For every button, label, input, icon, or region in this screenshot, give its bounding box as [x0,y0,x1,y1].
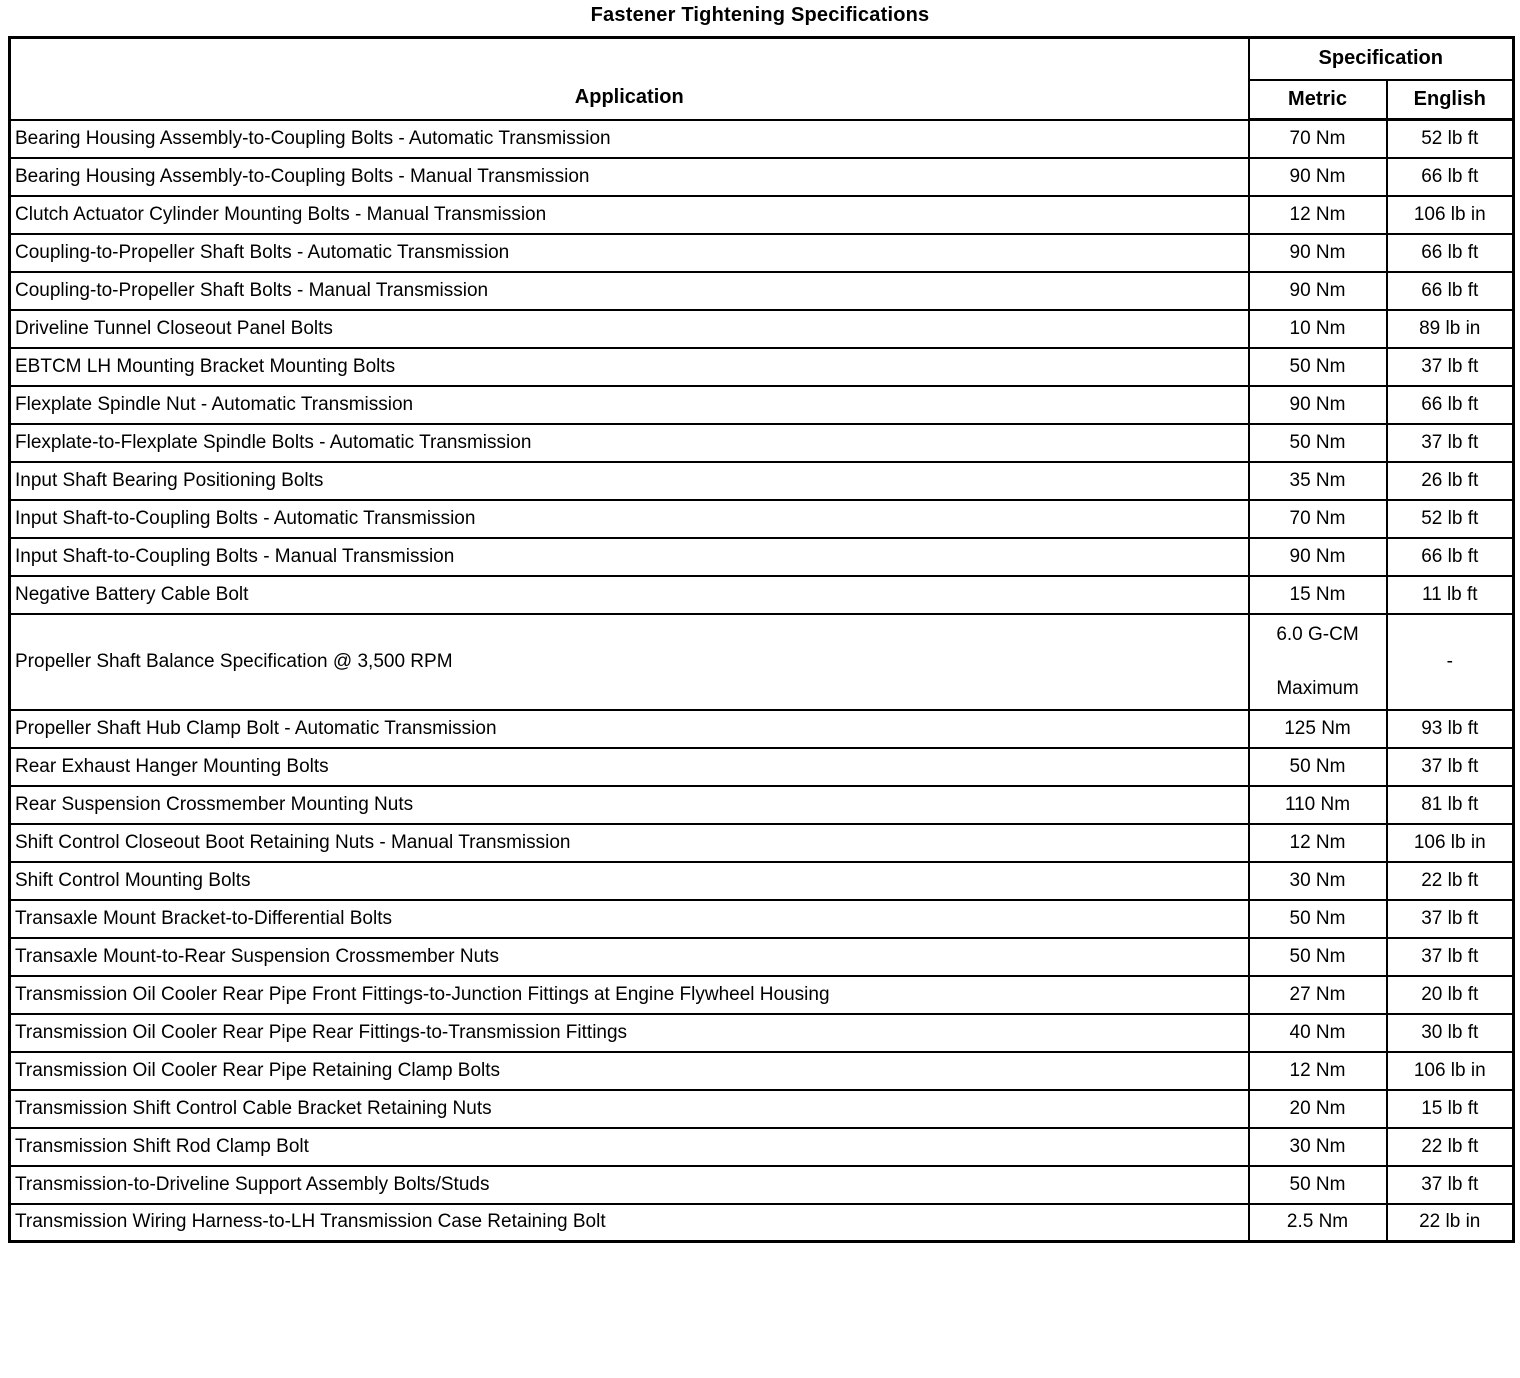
application-cell: Driveline Tunnel Closeout Panel Bolts [10,310,1249,348]
table-row [10,614,1514,710]
metric-value-cell: 20 Nm [1249,1090,1387,1128]
application-cell: Clutch Actuator Cylinder Mounting Bolts - Manual Transmission [10,196,1249,234]
table-row [10,1052,1514,1090]
metric-value-cell: 12 Nm [1249,196,1387,234]
english-value-cell: 37 lb ft [1387,938,1514,976]
english-value-cell: 37 lb ft [1387,1166,1514,1204]
application-cell: Transmission Oil Cooler Rear Pipe Rear Fittings-to-Transmission Fittings [10,1014,1249,1052]
metric-value-cell: 35 Nm [1249,462,1387,500]
application-cell: EBTCM LH Mounting Bracket Mounting Bolts [10,348,1249,386]
application-cell: Coupling-to-Propeller Shaft Bolts - Manual Transmission [10,272,1249,310]
application-cell: Transaxle Mount-to-Rear Suspension Crossmember Nuts [10,938,1249,976]
table-row [10,424,1514,462]
metric-value-cell: 90 Nm [1249,272,1387,310]
table-row [10,938,1514,976]
column-header-application: Application [10,38,1249,120]
metric-value-cell: 70 Nm [1249,500,1387,538]
table-row [10,348,1514,386]
column-header-metric: Metric [1249,80,1387,120]
specifications-table [8,36,1515,1243]
metric-value-cell: 12 Nm [1249,824,1387,862]
metric-value-cell: 40 Nm [1249,1014,1387,1052]
table-row [10,1128,1514,1166]
table-row [10,976,1514,1014]
application-cell: Propeller Shaft Balance Specification @ 3,500 RPM [10,614,1249,710]
application-cell: Bearing Housing Assembly-to-Coupling Bolts - Manual Transmission [10,158,1249,196]
english-value-cell: 37 lb ft [1387,348,1514,386]
metric-value-line1: 6.0 G-CM [1276,623,1359,645]
metric-value-cell: 30 Nm [1249,862,1387,900]
column-header-specification: Specification [1249,38,1514,80]
metric-value-cell: 27 Nm [1249,976,1387,1014]
metric-value-line2: Maximum [1276,677,1359,699]
table-row [10,158,1514,196]
header-row-1 [10,38,1514,80]
page-title: Fastener Tightening Specifications [590,4,930,26]
table-row [10,310,1514,348]
application-cell: Transaxle Mount Bracket-to-Differential Bolts [10,900,1249,938]
column-header-english: English [1387,80,1514,120]
metric-value-cell: 50 Nm [1249,938,1387,976]
application-cell: Flexplate Spindle Nut - Automatic Transmission [10,386,1249,424]
english-value-cell: 37 lb ft [1387,424,1514,462]
metric-value-cell: 2.5 Nm [1249,1204,1387,1242]
table-row [10,234,1514,272]
table-row [10,748,1514,786]
table-row [10,1014,1514,1052]
metric-value-cell: 15 Nm [1249,576,1387,614]
english-value-cell: 37 lb ft [1387,900,1514,938]
application-cell: Shift Control Mounting Bolts [10,862,1249,900]
table-row [10,272,1514,310]
application-cell: Input Shaft Bearing Positioning Bolts [10,462,1249,500]
metric-value-cell: 30 Nm [1249,1128,1387,1166]
table-row [10,538,1514,576]
english-value-cell: 22 lb ft [1387,1128,1514,1166]
english-value-cell: 66 lb ft [1387,158,1514,196]
application-cell: Coupling-to-Propeller Shaft Bolts - Automatic Transmission [10,234,1249,272]
application-cell: Transmission Shift Rod Clamp Bolt [10,1128,1249,1166]
english-value-cell: 89 lb in [1387,310,1514,348]
metric-value-cell: 90 Nm [1249,158,1387,196]
english-value-cell: 93 lb ft [1387,710,1514,748]
table-row [10,120,1514,158]
english-value-cell: - [1387,614,1514,710]
english-value-cell: 66 lb ft [1387,538,1514,576]
english-value-cell: 66 lb ft [1387,234,1514,272]
english-value-cell: 52 lb ft [1387,120,1514,158]
metric-value-cell: 90 Nm [1249,538,1387,576]
table-row [10,862,1514,900]
table-row [10,1166,1514,1204]
table-row [10,824,1514,862]
metric-value-cell: 70 Nm [1249,120,1387,158]
application-cell: Rear Exhaust Hanger Mounting Bolts [10,748,1249,786]
english-value-cell: 20 lb ft [1387,976,1514,1014]
metric-value-cell: 50 Nm [1249,748,1387,786]
metric-value-cell [1249,614,1387,710]
english-value-cell: 26 lb ft [1387,462,1514,500]
english-value-cell: 106 lb in [1387,1052,1514,1090]
application-cell: Rear Suspension Crossmember Mounting Nuts [10,786,1249,824]
table-header [10,38,1514,120]
metric-value-cell: 90 Nm [1249,234,1387,272]
english-value-cell: 11 lb ft [1387,576,1514,614]
table-row [10,1090,1514,1128]
table-row [10,500,1514,538]
application-cell: Shift Control Closeout Boot Retaining Nuts - Manual Transmission [10,824,1249,862]
table-row [10,196,1514,234]
application-cell: Transmission-to-Driveline Support Assembly Bolts/Studs [10,1166,1249,1204]
table-row [10,386,1514,424]
metric-value-cell: 50 Nm [1249,348,1387,386]
english-value-cell: 22 lb ft [1387,862,1514,900]
application-cell: Transmission Wiring Harness-to-LH Transmission Case Retaining Bolt [10,1204,1249,1242]
english-value-cell: 30 lb ft [1387,1014,1514,1052]
application-cell: Input Shaft-to-Coupling Bolts - Automatic Transmission [10,500,1249,538]
table-row [10,710,1514,748]
english-value-cell: 66 lb ft [1387,272,1514,310]
table-row [10,462,1514,500]
application-cell: Transmission Shift Control Cable Bracket Retaining Nuts [10,1090,1249,1128]
table-row [10,576,1514,614]
english-value-cell: 22 lb in [1387,1204,1514,1242]
english-value-cell: 81 lb ft [1387,786,1514,824]
metric-value-cell: 12 Nm [1249,1052,1387,1090]
english-value-cell: 106 lb in [1387,196,1514,234]
metric-value-cell: 50 Nm [1249,424,1387,462]
table-row [10,1204,1514,1242]
english-value-cell: 66 lb ft [1387,386,1514,424]
table-row [10,786,1514,824]
application-cell: Propeller Shaft Hub Clamp Bolt - Automatic Transmission [10,710,1249,748]
metric-value-cell: 50 Nm [1249,1166,1387,1204]
metric-value-cell: 125 Nm [1249,710,1387,748]
application-cell: Transmission Oil Cooler Rear Pipe Front Fittings-to-Junction Fittings at Engine Flywheel Housing [10,976,1249,1014]
application-cell: Bearing Housing Assembly-to-Coupling Bolts - Automatic Transmission [10,120,1249,158]
metric-value-cell: 110 Nm [1249,786,1387,824]
application-cell: Input Shaft-to-Coupling Bolts - Manual Transmission [10,538,1249,576]
table-row [10,900,1514,938]
application-cell: Transmission Oil Cooler Rear Pipe Retaining Clamp Bolts [10,1052,1249,1090]
english-value-cell: 106 lb in [1387,824,1514,862]
table-body [10,120,1514,1242]
metric-value-cell: 10 Nm [1249,310,1387,348]
english-value-cell: 52 lb ft [1387,500,1514,538]
metric-value-cell: 90 Nm [1249,386,1387,424]
metric-value-cell: 50 Nm [1249,900,1387,938]
english-value-cell: 37 lb ft [1387,748,1514,786]
application-cell: Flexplate-to-Flexplate Spindle Bolts - Automatic Transmission [10,424,1249,462]
english-value-cell: 15 lb ft [1387,1090,1514,1128]
application-cell: Negative Battery Cable Bolt [10,576,1249,614]
